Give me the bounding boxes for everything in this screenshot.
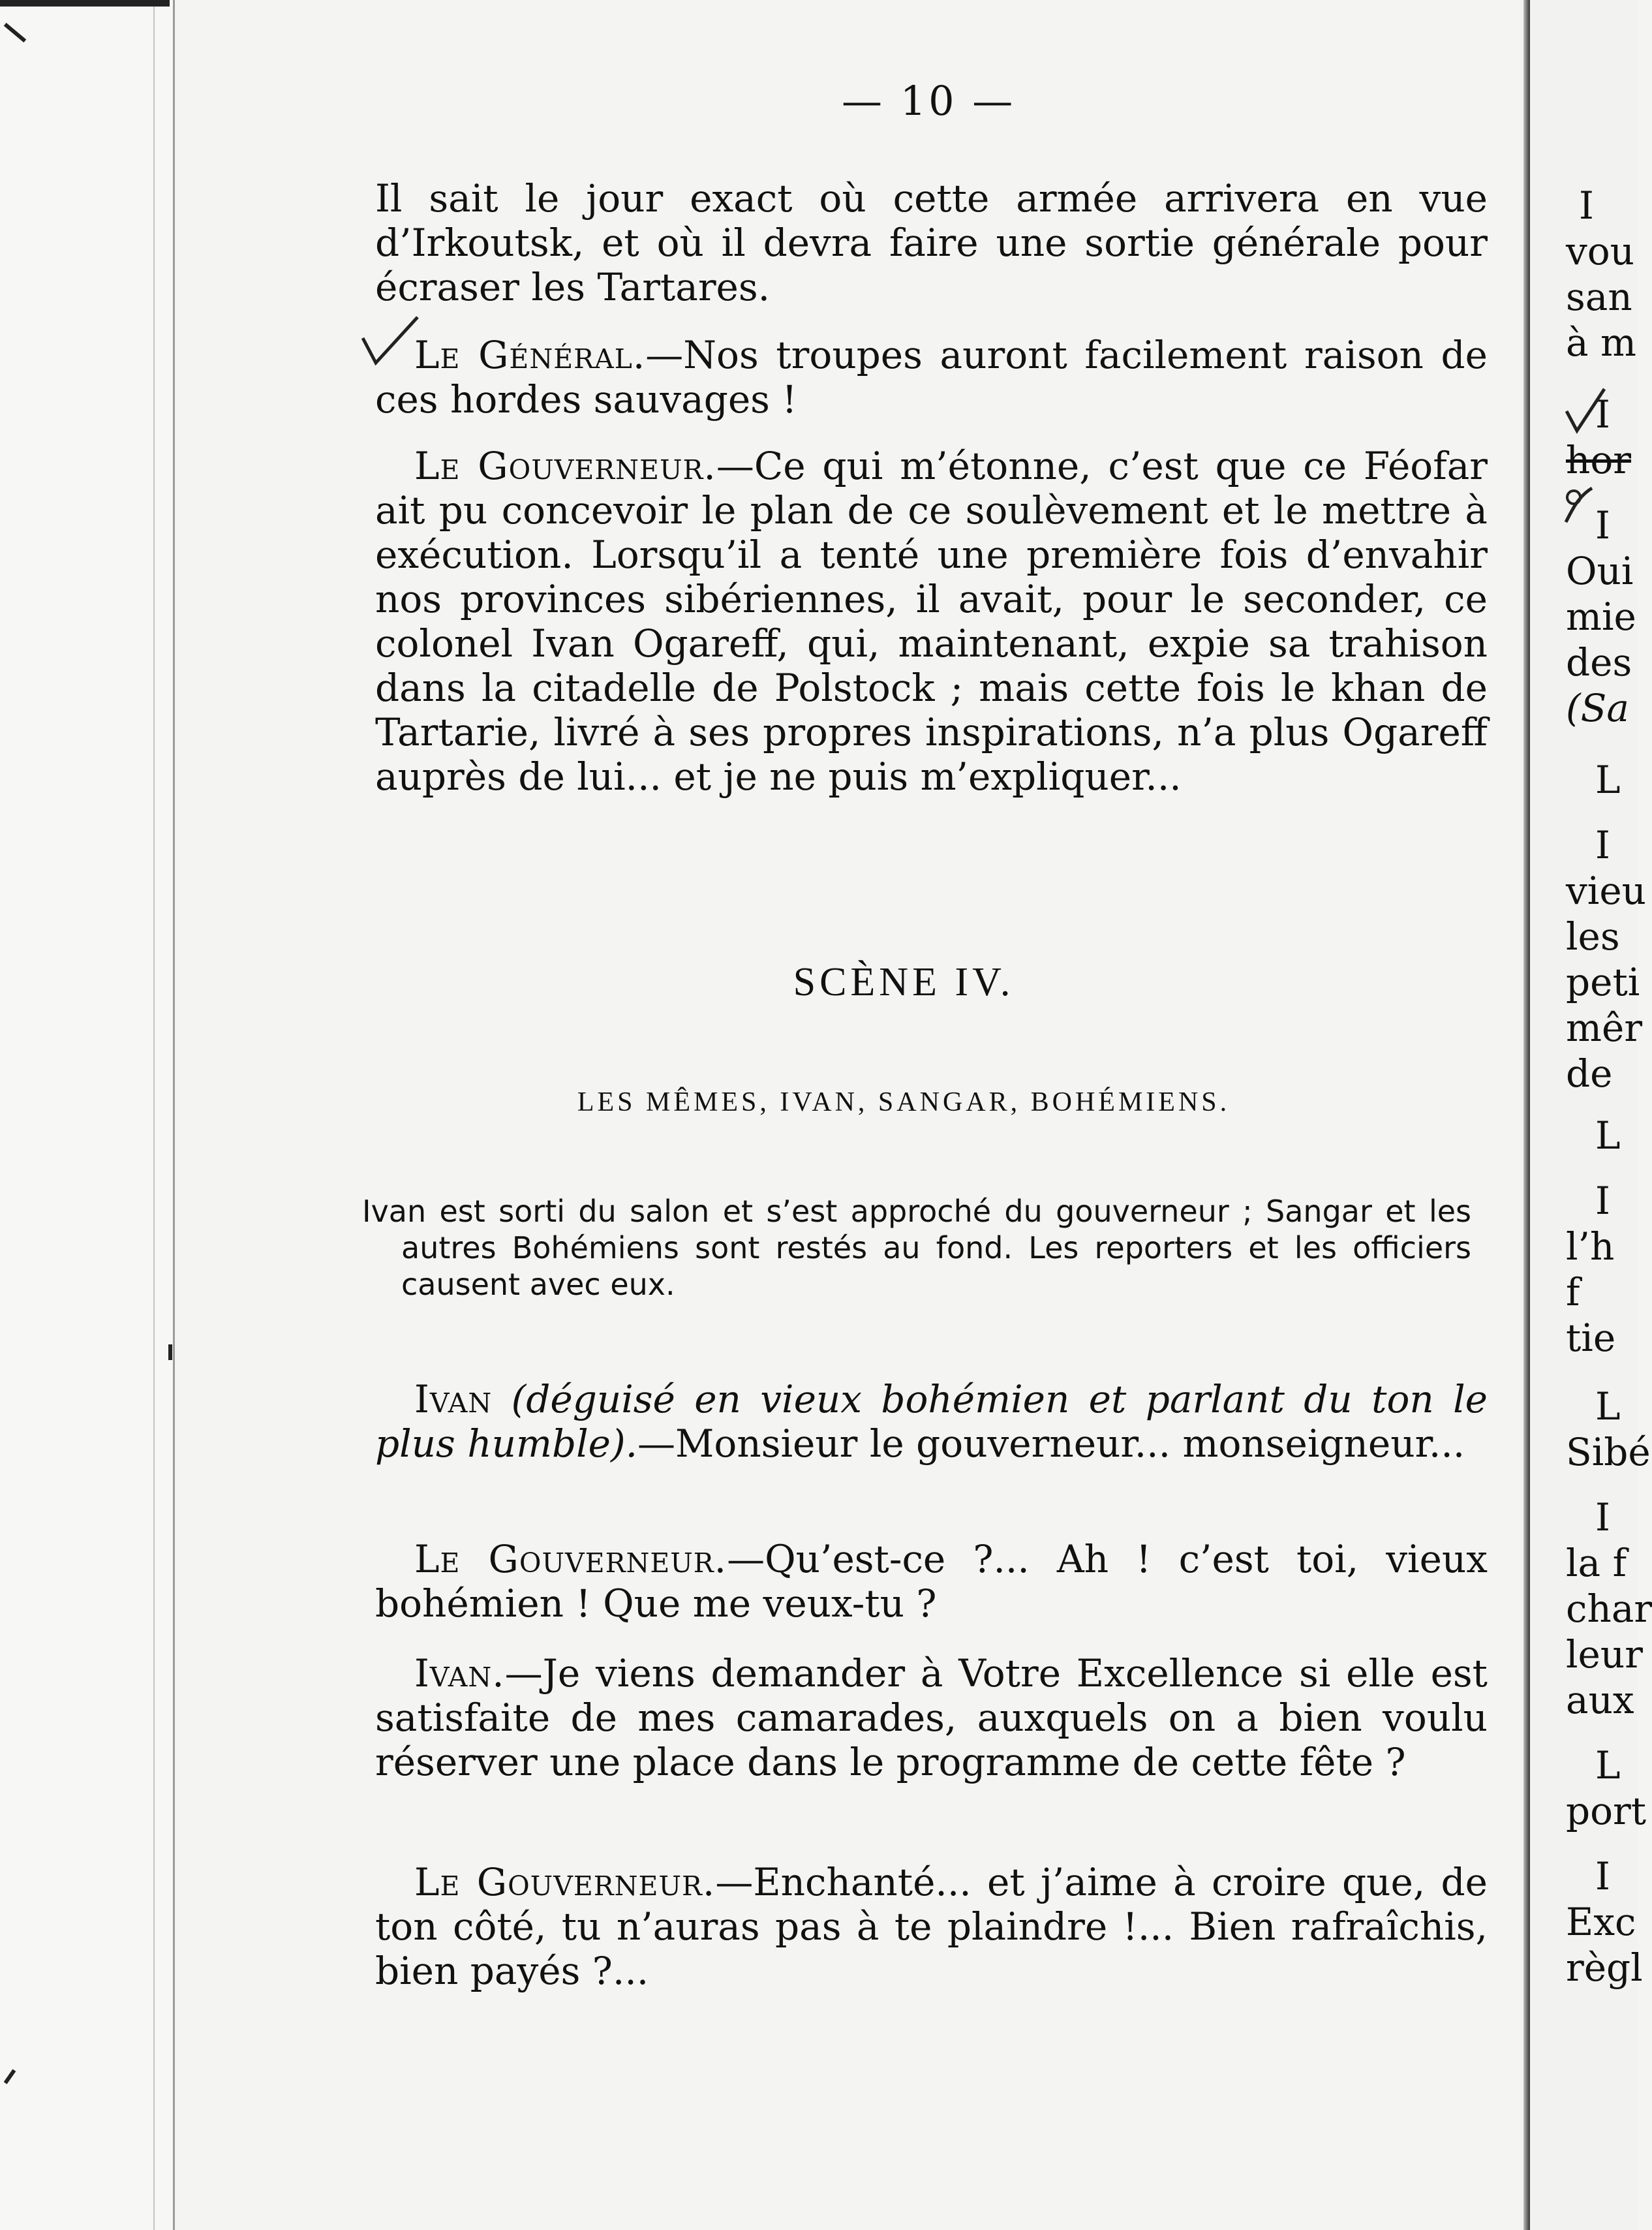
fragment-line: les xyxy=(1566,914,1620,959)
fragment-line: I xyxy=(1595,823,1610,867)
fragment-line: peti xyxy=(1566,960,1640,1004)
fragment-line: la f xyxy=(1566,1541,1627,1585)
dialogue-text: —Monsieur le gouverneur... monseigneur... xyxy=(637,1421,1465,1466)
checkmark-right-2 xyxy=(1559,483,1598,529)
dialogue-text: —Qu’est-ce ?... Ah ! c’est toi, vieux bohémien ! Que me veux-tu ? xyxy=(375,1537,1488,1626)
fragment-line: l’h xyxy=(1566,1224,1615,1269)
speaker-name: Le Gouverneur. xyxy=(414,1537,727,1581)
dialogue-line xyxy=(375,444,1488,799)
stage-note: (déguisé en vieux bohémien et parlant du ton le plus humble). xyxy=(375,1377,1488,1466)
fragment-line: aux xyxy=(1566,1678,1634,1722)
checkmark-general xyxy=(358,312,423,371)
stage-direction: Ivan est sorti du salon et s’est approché du gouverneur ; Sangar et les autres Bohémiens sont restés au fond. Les reporters et les officiers causent avec eux. xyxy=(362,1194,1471,1302)
fragment-line: f xyxy=(1566,1270,1580,1314)
fragment-line: I xyxy=(1595,1495,1610,1540)
dialogue-text: —Nos troupes auront facilement raison de ces hordes sauvages ! xyxy=(375,333,1488,422)
fragment-line: à m xyxy=(1566,320,1637,365)
speaker-name: Ivan. xyxy=(414,1651,505,1696)
fragment-line: vieu xyxy=(1566,869,1646,913)
paragraph-text: Il sait le jour exact où cette armée arrivera en vue d’Irkoutsk, et où il devra faire une sortie générale pour écraser les Tartares. xyxy=(375,176,1488,309)
fragment-line: L xyxy=(1595,758,1621,802)
fragment-line: Sibé xyxy=(1566,1430,1651,1474)
scan-edge-top-left xyxy=(0,0,170,7)
fragment-line: I xyxy=(1595,392,1610,437)
dialogue-line xyxy=(375,1377,1488,1466)
fragment-line: tie xyxy=(1566,1316,1616,1360)
fragment-line: port xyxy=(1566,1789,1647,1833)
fragment-line: des xyxy=(1566,640,1632,685)
fragment-line: règl xyxy=(1566,1945,1643,1990)
fragment-line: I xyxy=(1595,503,1610,548)
fragment-line: leur xyxy=(1566,1632,1643,1677)
fragment-line: Oui xyxy=(1566,549,1634,593)
fragment-line: I xyxy=(1579,183,1594,228)
scene-title: SCÈNE IV. xyxy=(793,960,1015,1004)
fragment-line: hor xyxy=(1566,438,1631,482)
fragment-line: I xyxy=(1595,1179,1610,1223)
page-number: — 10 — xyxy=(842,77,1016,125)
fragment-line: de xyxy=(1566,1051,1613,1096)
fragment-line: L xyxy=(1595,1743,1621,1788)
fragment-line: L xyxy=(1595,1113,1621,1158)
speaker-name: Le Général. xyxy=(414,333,646,377)
fragment-line: vou xyxy=(1566,229,1635,273)
dialogue-text: —Ce qui m’étonne, c’est que ce Féofar ait pu concevoir le plan de ce soulèvement et le mettre à exécution. Lorsqu’il a tenté une première fois d’envahir nos provinces sibériennes, il avait, pour le seconder, ce colonel Ivan Ogareff, qui, maintenant, expie sa trahison dans la citadelle de Polstock ; mais cette fois le khan de Tartarie, livré à ses propres inspirations, n’a plus Ogareff auprès de lui... et je ne puis m’expliquer... xyxy=(375,444,1488,799)
dialogue-text: —Je viens demander à Votre Excellence si elle est satisfaite de mes camarades, auxquels on a bien voulu réserver une place dans le programme de cette fête ? xyxy=(375,1651,1488,1784)
scene-cast: LES MÊMES, IVAN, SANGAR, BOHÉMIENS. xyxy=(577,1087,1231,1117)
paragraph xyxy=(375,176,1488,309)
fragment-line: san xyxy=(1566,275,1632,319)
checkmark-right-1 xyxy=(1563,385,1608,437)
fragment-line: mêr xyxy=(1566,1006,1643,1050)
fragment-line: Exc xyxy=(1566,1900,1636,1944)
dialogue-line xyxy=(375,1651,1488,1784)
dialogue-line xyxy=(375,1537,1488,1626)
facing-page-fragment xyxy=(1530,0,1652,2230)
speaker-name: Le Gouverneur. xyxy=(414,1860,716,1904)
dialogue-line xyxy=(375,1860,1488,1993)
fragment-line: I xyxy=(1595,1854,1610,1898)
dialogue-line xyxy=(375,333,1488,422)
dialogue-text: —Enchanté... et j’aime à croire que, de ton côté, tu n’auras pas à te plaindre !... Bien rafraîchis, bien payés ?... xyxy=(375,1860,1488,1993)
fragment-line: char xyxy=(1566,1587,1652,1631)
speaker-name: Le Gouverneur. xyxy=(414,444,716,488)
binding-mark xyxy=(168,1344,172,1360)
fragment-line: mie xyxy=(1566,595,1636,639)
fragment-line: (Sa xyxy=(1566,686,1629,730)
speaker-name: Ivan xyxy=(414,1377,493,1421)
fragment-line: L xyxy=(1595,1384,1621,1429)
